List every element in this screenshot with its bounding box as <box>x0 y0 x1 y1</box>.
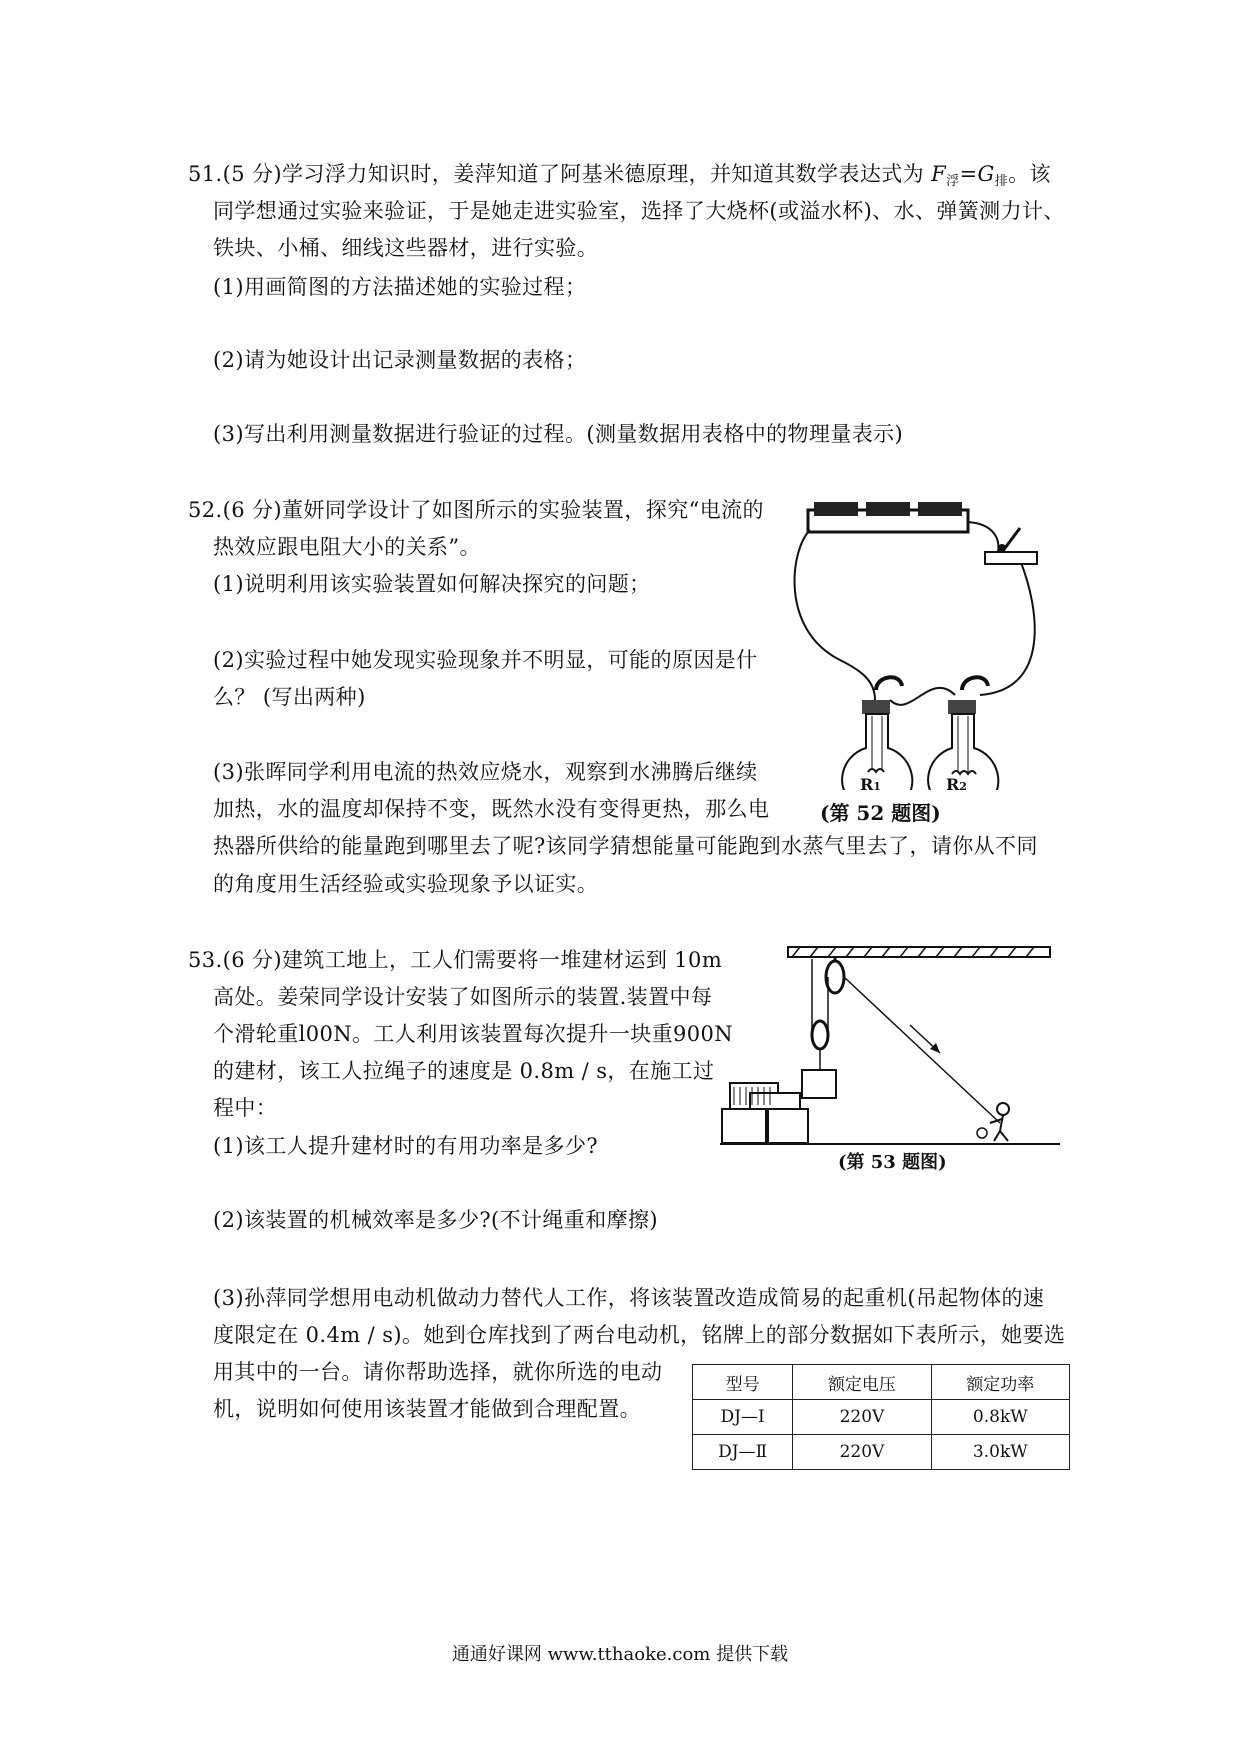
equals-sign: = <box>959 162 978 186</box>
buoyancy-subscript: 浮 <box>946 174 960 189</box>
table-header-row <box>693 1365 1070 1400</box>
q51-text-end: 。该 <box>1008 162 1051 186</box>
table-row <box>693 1400 1070 1435</box>
switch-icon <box>985 552 1037 564</box>
displaced-subscript: 排 <box>994 174 1009 189</box>
force-symbol: F <box>931 162 947 186</box>
q52-part-3a: (3)张晖同学利用电流的热效应烧水，观察到水沸腾后继续 <box>213 760 758 784</box>
r2-label: R2 <box>946 775 967 794</box>
q52-part-3b: 加热，水的温度却保持不变，既然水没有变得更热，那么电 <box>213 797 770 821</box>
weight-symbol: G <box>977 162 995 186</box>
table-cell: 220V <box>793 1400 931 1435</box>
table-cell: 0.8kW <box>931 1400 1069 1435</box>
table-cell: 3.0kW <box>931 1435 1069 1470</box>
q52-line-1: 52.(6 分)董妍同学设计了如图所示的实验装置，探究“电流的 <box>188 498 764 522</box>
table-cell: DJ—Ⅱ <box>693 1435 793 1470</box>
q53-part-3c: 用其中的一台。请你帮助选择，就你所选的电动 <box>213 1360 663 1384</box>
q51-text: 51.(5 分)学习浮力知识时，姜萍知道了阿基米德原理，并知道其数学表达式为 <box>188 162 925 186</box>
q53-line-4: 的建材，该工人拉绳子的速度是 0.8m / s，在施工过 <box>213 1059 715 1083</box>
q51-line-1 <box>188 159 1051 197</box>
q52-part-3d: 的角度用生活经验或实验现象予以证实。 <box>213 872 599 896</box>
q53-part-3a: (3)孙萍同学想用电动机做动力替代人工作，将该装置改造成简易的起重机(吊起物体的速 <box>213 1286 1045 1310</box>
q51-part-1: (1)用画简图的方法描述她的实验过程； <box>213 275 587 299</box>
circuit-figure <box>780 490 1080 790</box>
q53-line-1: 53.(6 分)建筑工地上，工人们需要将一堆建材运到 10m <box>188 948 723 972</box>
q51-part-3: (3)写出利用测量数据进行验证的过程。(测量数据用表格中的物理量表示) <box>213 422 904 446</box>
figure-52-caption: (第 52 题图) <box>820 801 941 825</box>
q53-line-2: 高处。姜荣同学设计安装了如图所示的装置.装置中每 <box>213 985 713 1009</box>
motor-spec-table <box>692 1364 1070 1470</box>
q52-line-2: 热效应跟电阻大小的关系”。 <box>213 535 481 559</box>
table-header-cell: 额定电压 <box>793 1365 931 1400</box>
q52-part-3c: 热器所供给的能量跑到哪里去了呢?该同学猜想能量可能跑到水蒸气里去了，请你从不同 <box>213 834 1038 858</box>
q53-line-5: 程中： <box>213 1096 278 1120</box>
q51-line-2: 同学想通过实验来验证，于是她走进实验室，选择了大烧杯(或溢水杯)、水、弹簧测力计、 <box>213 199 1065 223</box>
flask-r1-icon <box>842 677 912 790</box>
table-cell: 220V <box>793 1435 931 1470</box>
building-material-icon <box>802 1070 836 1098</box>
page-footer: 通通好课网 www.tthaoke.com 提供下载 <box>451 1644 789 1665</box>
q52-part-2a: (2)实验过程中她发现实验现象并不明显，可能的原因是什 <box>213 648 758 672</box>
pulley-figure <box>720 945 1060 1145</box>
table-cell: DJ—Ⅰ <box>693 1400 793 1435</box>
q53-part-3d: 机，说明如何使用该装置才能做到合理配置。 <box>213 1397 641 1421</box>
worker-icon <box>977 1103 1009 1141</box>
brick-stack-icon <box>722 1083 808 1143</box>
r1-label: R1 <box>860 775 881 794</box>
table-header-cell: 型号 <box>693 1365 793 1400</box>
table-row <box>693 1435 1070 1470</box>
q53-part-1: (1)该工人提升建材时的有用功率是多少? <box>213 1134 599 1158</box>
q53-part-2: (2)该装置的机械效率是多少?(不计绳重和摩擦) <box>213 1208 658 1232</box>
q52-part-1: (1)说明利用该实验装置如何解决探究的问题； <box>213 572 651 596</box>
q53-part-3b: 度限定在 0.4m / s)。她到仓库找到了两台电动机，铭牌上的部分数据如下表所示，她要选 <box>213 1323 1066 1347</box>
table-header-cell: 额定功率 <box>931 1365 1069 1400</box>
q51-part-2: (2)请为她设计出记录测量数据的表格； <box>213 348 587 372</box>
movable-pulley-icon <box>812 1021 828 1049</box>
figure-53-caption: (第 53 题图) <box>838 1152 947 1173</box>
q51-line-3: 铁块、小桶、细线这些器材，进行实验。 <box>213 236 599 260</box>
q53-line-3: 个滑轮重l00N。工人利用该装置每次提升一块重900N <box>213 1022 734 1046</box>
q52-part-2b: 么？ (写出两种) <box>213 685 366 709</box>
